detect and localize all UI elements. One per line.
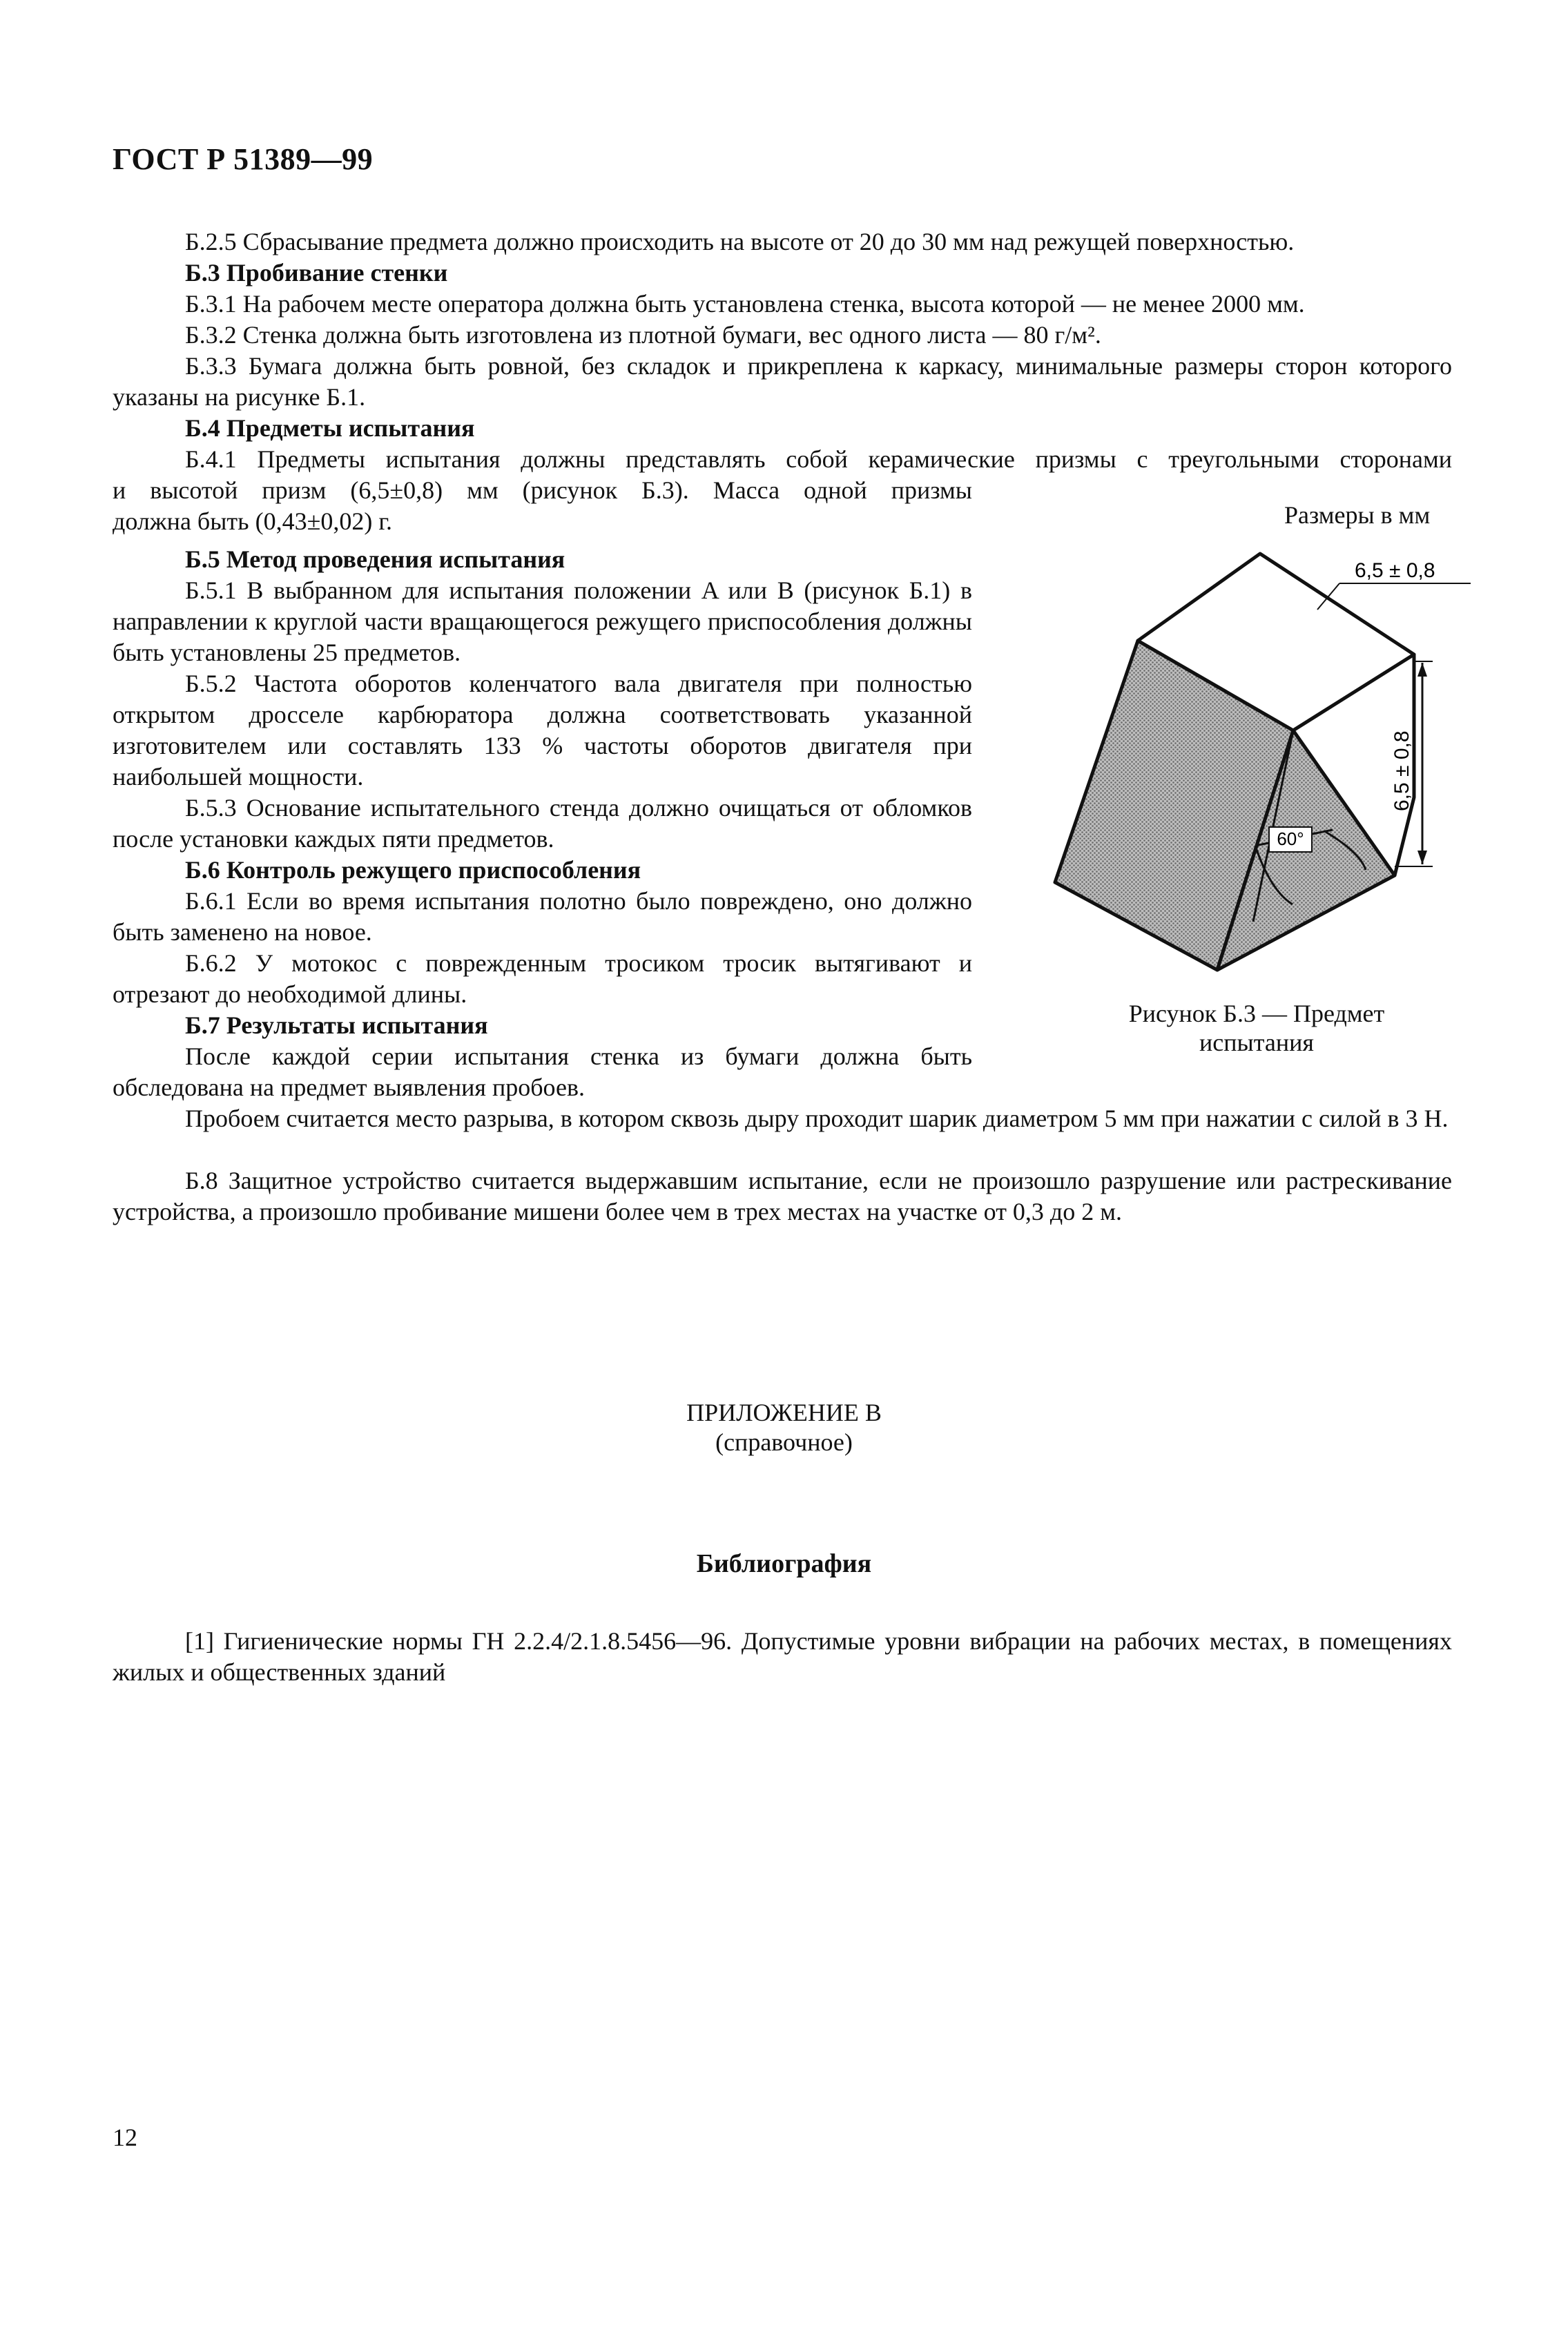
heading-b3: Б.3 Пробивание стенки: [185, 259, 448, 287]
paragraph-b51: Б.5.1 В выбранном для испытания положении A или B (рисунок Б.1) в направлении к круглой части вращающегося режущего приспособления должны быть установлены 25 предметов.: [113, 576, 972, 666]
paragraph-b31: Б.3.1 На рабочем месте оператора должна быть установлена стенка, высота которой — не менее 2000 мм.: [185, 290, 1305, 318]
paragraph-b7: После каждой серии испытания стенка из бумаги должна быть обследована на предмет выявления пробоев.: [113, 1042, 972, 1101]
paragraph-b32: Б.3.2 Стенка должна быть изготовлена из плотной бумаги, вес одного листа — 80 г/м².: [185, 321, 1101, 349]
paragraph-b41-line3: должна быть (0,43±0,02) г.: [113, 507, 393, 535]
prism-figure: [1036, 545, 1512, 994]
paragraph-b61: Б.6.1 Если во время испытания полотно было повреждено, оно должно быть заменено на новое.: [113, 887, 972, 946]
heading-b7: Б.7 Результаты испытания: [185, 1011, 488, 1039]
document-header: ГОСТ Р 51389—99: [113, 142, 374, 176]
angle-label: 60°: [1277, 828, 1304, 849]
paragraph-b41-line1: Б.4.1 Предметы испытания должны представлять собой керамические призмы с треугольными сторонами: [185, 445, 1452, 473]
figure-units-note: Размеры в мм: [1284, 501, 1431, 529]
bibliography-heading: Библиография: [696, 1549, 872, 1578]
paragraph-b7-puncture: Пробоем считается место разрыва, в котором сквозь дыру проходит шарик диаметром 5 мм при нажатии с силой в 3 Н.: [185, 1105, 1449, 1132]
heading-b4: Б.4 Предметы испытания: [185, 414, 475, 442]
bibliography-entry-1: [1] Гигиенические нормы ГН 2.2.4/2.1.8.5456—96. Допустимые уровни вибрации на рабочих местах, в помещениях жилых и общественных зданий: [113, 1627, 1452, 1686]
dimension-height-label: 6,5 ± 0,8: [1391, 730, 1413, 811]
paragraph-b25: Б.2.5 Сбрасывание предмета должно происходить на высоте от 20 до 30 мм над режущей поверхностью.: [185, 228, 1295, 255]
dimension-width-label: 6,5 ± 0,8: [1355, 559, 1435, 582]
figure-caption: Рисунок Б.3 — Предмет испытания: [1128, 1000, 1385, 1056]
appendix-title: ПРИЛОЖЕНИЕ В: [686, 1399, 882, 1426]
paragraph-b53: Б.5.3 Основание испытательного стенда должно очищаться от обломков после установки каждых пяти предметов.: [113, 794, 972, 853]
appendix-subtitle: (справочное): [715, 1428, 853, 1456]
paragraph-b8: Б.8 Защитное устройство считается выдержавшим испытание, если не произошло разрушение или растрескивание устройства, а произошло пробивание мишени более чем в трех местах на участке от 0,3 до 2 м.: [113, 1167, 1452, 1225]
heading-b5: Б.5 Метод проведения испытания: [185, 545, 565, 573]
paragraph-b41-line2: и высотой призм (6,5±0,8) мм (рисунок Б.3). Масса одной призмы: [113, 476, 972, 504]
paragraph-b62: Б.6.2 У мотокос с поврежденным тросиком тросик вытягивают и отрезают до необходимой длины.: [113, 949, 972, 1008]
page-number: 12: [113, 2124, 137, 2151]
heading-b6: Б.6 Контроль режущего приспособления: [185, 856, 641, 884]
paragraph-b33: Б.3.3 Бумага должна быть ровной, без складок и прикреплена к каркасу, минимальные размеры сторон которого указаны на рисунке Б.1.: [113, 352, 1452, 411]
paragraph-b52: Б.5.2 Частота оборотов коленчатого вала двигателя при полностью открытом дросселе карбюратора должна соответствовать указанной изготовителем или составлять 133 % частоты оборотов двигателя при наибольшей мощности.: [113, 670, 972, 790]
